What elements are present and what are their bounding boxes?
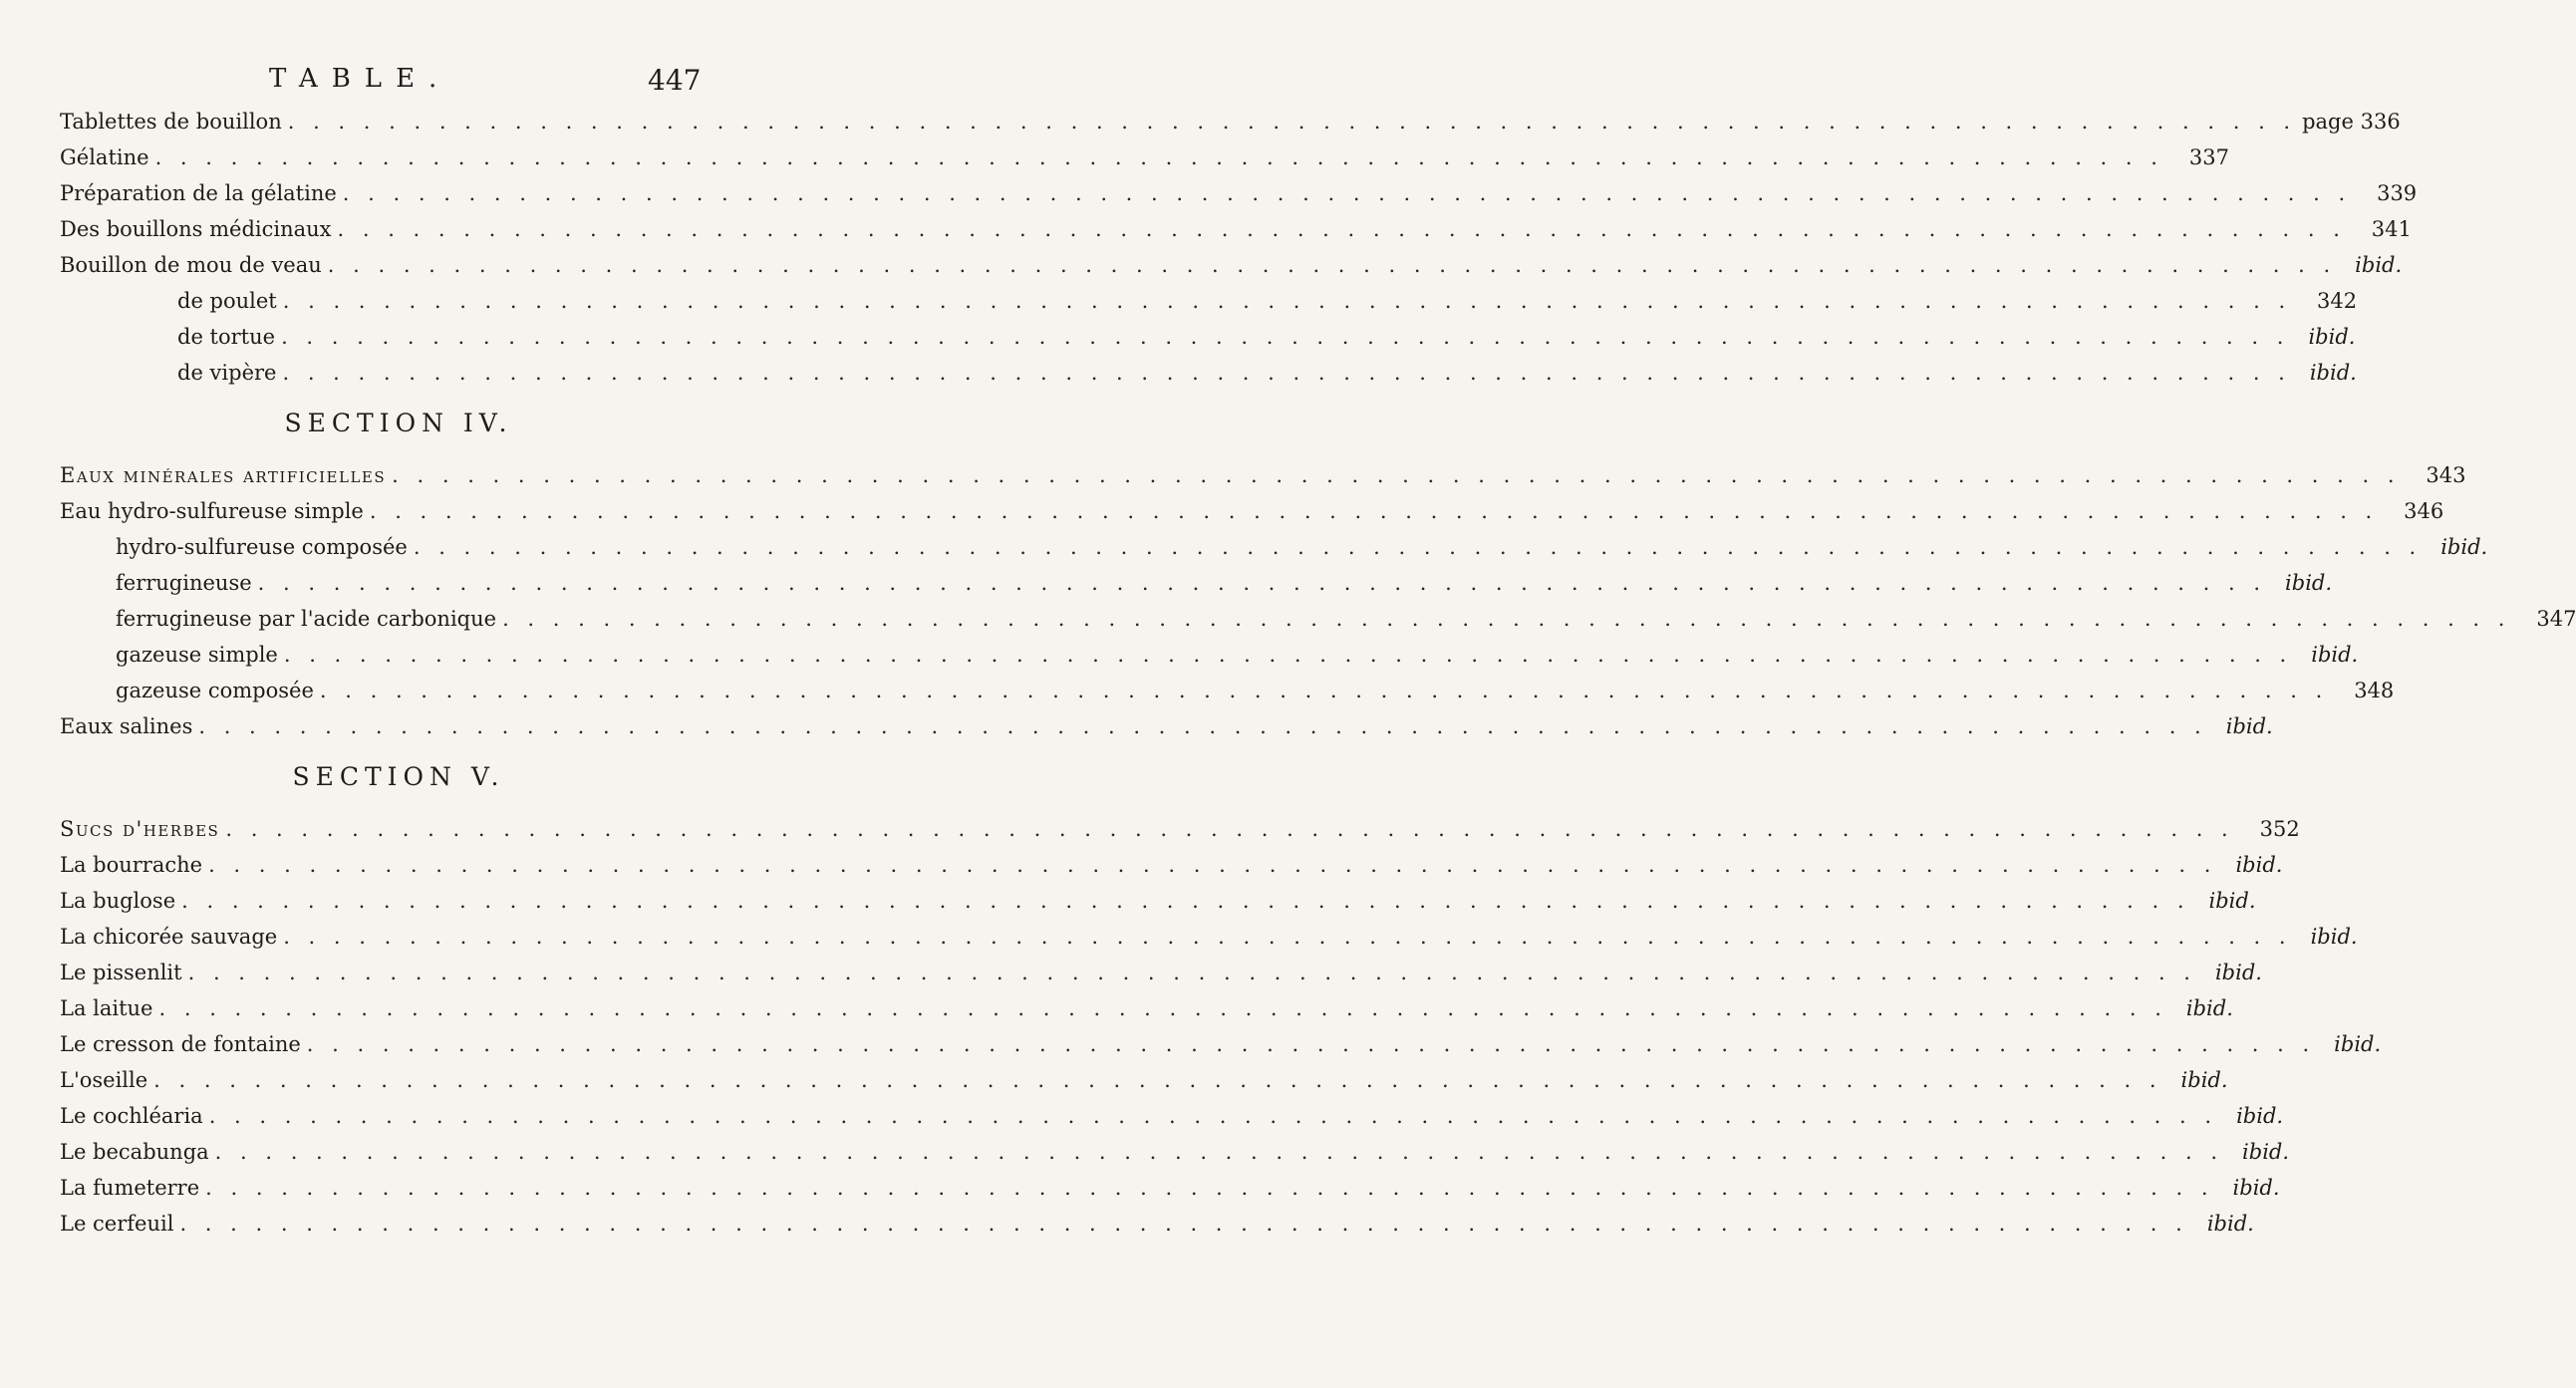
toc-entry — [60, 1212, 2254, 1248]
toc-entry — [60, 499, 2444, 535]
dot-leader: . . . . . . . . . . . . . . . . . . . . . . . . . . . . . . . . . . . . . . . . . . . . . . . . . . . . . . . . . . . . . . . . . . . . . . . . . . . . . . . . — [257, 571, 2267, 595]
toc-entry — [60, 325, 2356, 361]
toc-group-section-iv — [60, 463, 2576, 750]
toc-entry — [60, 996, 2233, 1032]
header-title: TABLE. — [269, 64, 451, 94]
dot-leader: . . . . . . . . . . . . . . . . . . . . . . . . . . . . . . . . . . . . . . . . . . . . . . . . . . . . . . . . . . . . . . . . . . . . . . . . . . . . . . . . — [342, 181, 2352, 205]
toc-entry-label: La chicorée sauvage — [60, 925, 278, 949]
dot-leader: . . . . . . . . . . . . . . . . . . . . . . . . . . . . . . . . . . . . . . . . . . . . . . . . . . . . . . . . . . . . . . . . . . . . . . . . . . . . . . . . — [502, 607, 2511, 631]
dot-leader: . . . . . . . . . . . . . . . . . . . . . . . . . . . . . . . . . . . . . . . . . . . . . . . . . . . . . . . . . . . . . . . . . . . . . . . . . . . . . . . . — [327, 253, 2337, 277]
toc-entry — [60, 145, 2229, 181]
dot-leader: . . . . . . . . . . . . . . . . . . . . . . . . . . . . . . . . . . . . . . . . . . . . . . . . . . . . . . . . . . . . . . . . . . . . . . . . . . . . . . . . — [153, 1068, 2162, 1092]
toc-entry-page-ref: 347 — [2536, 607, 2576, 631]
toc-entry-label: Bouillon de mou de veau — [60, 253, 322, 277]
toc-entry-page-ref: 346 — [2404, 499, 2444, 523]
toc-entry-label: Le becabunga — [60, 1140, 209, 1164]
dot-leader: . . . . . . . . . . . . . . . . . . . . . . . . . . . . . . . . . . . . . . . . . . . . . . . . . . . . . . . . . . . . . . . . . . . . . . . . . . . . . . . . — [306, 1032, 2316, 1056]
toc-entry-label: La fumeterre — [60, 1176, 200, 1200]
toc-entry-page-ref: page 336 — [2302, 110, 2401, 134]
dot-leader: . . . . . . . . . . . . . . . . . . . . . . . . . . . . . . . . . . . . . . . . . . . . . . . . . . . . . . . . . . . . . . . . . . . . . . . . . . . . . . . . — [187, 961, 2196, 984]
toc-entry-page-ref: 339 — [2377, 181, 2418, 205]
dot-leader: . . . . . . . . . . . . . . . . . . . . . . . . . . . . . . . . . . . . . . . . . . . . . . . . . . . . . . . . . . . . . . . . . . . . . . . . . . . . . . . . — [282, 361, 2291, 385]
toc-entry-page-ref: ibid. — [2206, 1212, 2254, 1236]
dot-leader: . . . . . . . . . . . . . . . . . . . . . . . . . . . . . . . . . . . . . . . . . . . . . . . . . . . . . . . . . . . . . . . . . . . . . . . . . . . . . . . . — [392, 463, 2401, 487]
toc-entry — [60, 289, 2358, 325]
toc-entry-label: Le cerfeuil — [60, 1212, 174, 1236]
toc-entry-page-ref: ibid. — [2225, 714, 2273, 738]
toc-entry-label: gazeuse simple — [116, 643, 278, 667]
toc-entry-label: hydro-sulfureuse composée — [116, 535, 408, 559]
toc-entry-label: gazeuse composée — [116, 679, 314, 702]
toc-entry-label: Le cochléaria — [60, 1104, 203, 1128]
section-v-title: SECTION V. — [292, 762, 505, 791]
toc-entry-label: Sucs d'herbes — [60, 817, 220, 841]
toc-entry-label: Le pissenlit — [60, 961, 182, 984]
toc-entry-page-ref: 342 — [2317, 289, 2358, 313]
toc-entry-page-ref: 343 — [2426, 463, 2466, 487]
toc-entry-page-ref: ibid. — [2208, 889, 2256, 913]
toc-group-section-v — [60, 817, 2382, 1248]
toc-entry — [60, 1068, 2228, 1104]
toc-entry-label: Le cresson de fontaine — [60, 1032, 301, 1056]
dot-leader: . . . . . . . . . . . . . . . . . . . . . . . . . . . . . . . . . . . . . . . . . . . . . . . . . . . . . . . . . . . . . . . . . . . . . . . . . . . . . . . . — [214, 1140, 2224, 1164]
toc-entry-label: Gélatine — [60, 145, 149, 169]
toc-entry-label: La laitue — [60, 996, 153, 1020]
toc-entry-page-ref: ibid. — [2236, 1104, 2284, 1128]
dot-leader: . . . . . . . . . . . . . . . . . . . . . . . . . . . . . . . . . . . . . . . . . . . . . . . . . . . . . . . . . . . . . . . . . . . . . . . . . . . . . . . . — [283, 643, 2293, 667]
toc-entry-label: ferrugineuse — [116, 571, 252, 595]
toc-entry-page-ref: ibid. — [2310, 925, 2358, 949]
toc-entry-page-ref: ibid. — [2242, 1140, 2290, 1164]
toc-entry-page-ref: 341 — [2371, 217, 2412, 241]
section-iv-title: SECTION IV. — [284, 409, 513, 437]
page-number: 447 — [648, 64, 702, 97]
dot-leader: . . . . . . . . . . . . . . . . . . . . . . . . . . . . . . . . . . . . . . . . . . . . . . . . . . . . . . . . . . . . . . . . . . . . . . . . . . . . . . . . — [337, 217, 2346, 241]
toc-entry-page-ref: 348 — [2354, 679, 2395, 702]
dot-leader: . . . . . . . . . . . . . . . . . . . . . . . . . . . . . . . . . . . . . . . . . . . . . . . . . . . . . . . . . . . . . . . . . . . . . . . . . . . . . . . . — [282, 289, 2292, 313]
dot-leader: . . . . . . . . . . . . . . . . . . . . . . . . . . . . . . . . . . . . . . . . . . . . . . . . . . . . . . . . . . . . . . . . . . . . . . . . . . . . . . . . — [287, 110, 2297, 134]
toc-entry — [60, 1032, 2382, 1068]
toc-entry-label: La buglose — [60, 889, 176, 913]
toc-entry — [60, 361, 2357, 397]
toc-entry-page-ref: ibid. — [2309, 361, 2357, 385]
running-header — [0, 64, 797, 104]
toc-entry-page-ref: ibid. — [2308, 325, 2356, 349]
toc-entry — [60, 643, 2359, 679]
dot-leader: . . . . . . . . . . . . . . . . . . . . . . . . . . . . . . . . . . . . . . . . . . . . . . . . . . . . . . . . . . . . . . . . . . . . . . . . . . . . . . . . — [158, 996, 2167, 1020]
toc-entry — [60, 253, 2403, 289]
dot-leader: . . . . . . . . . . . . . . . . . . . . . . . . . . . . . . . . . . . . . . . . . . . . . . . . . . . . . . . . . . . . . . . . . . . . . . . . . . . . . . . . — [208, 853, 2217, 877]
toc-entry-page-ref: ibid. — [2285, 571, 2333, 595]
toc-entry-page-ref: ibid. — [2311, 643, 2359, 667]
toc-entry-page-ref: ibid. — [2214, 961, 2262, 984]
toc-entry-label: Préparation de la gélatine — [60, 181, 337, 205]
dot-leader: . . . . . . . . . . . . . . . . . . . . . . . . . . . . . . . . . . . . . . . . . . . . . . . . . . . . . . . . . . . . . . . . . . . . . . . . . . . . . . . . — [225, 817, 2234, 841]
toc-entry-label: Eaux salines — [60, 714, 193, 738]
toc-entry-page-ref: 337 — [2188, 145, 2229, 169]
dot-leader: . . . . . . . . . . . . . . . . . . . . . . . . . . . . . . . . . . . . . . . . . . . . . . . . . . . . . . . . . . . . . . . . . . . . . . . . . . . . . . . . — [283, 925, 2292, 949]
dot-leader: . . . . . . . . . . . . . . . . . . . . . . . . . . . . . . . . . . . . . . . . . . . . . . . . . . . . . . . . . . . . . . . . . . . . . . . . . . . . . . . . — [205, 1176, 2214, 1200]
toc-entry-page-ref: ibid. — [2440, 535, 2488, 559]
toc-entry-label: Tablettes de bouillon — [60, 110, 282, 134]
toc-entry-label: de tortue — [177, 325, 276, 349]
toc-entry-label: Eaux minérales artificielles — [60, 463, 387, 487]
toc-entry — [60, 925, 2358, 961]
dot-leader: . . . . . . . . . . . . . . . . . . . . . . . . . . . . . . . . . . . . . . . . . . . . . . . . . . . . . . . . . . . . . . . . . . . . . . . . . . . . . . . . — [154, 145, 2163, 169]
toc-entry — [60, 1104, 2284, 1140]
toc-entry-label: La bourrache — [60, 853, 203, 877]
toc-entry — [60, 463, 2466, 499]
toc-entry-label: de poulet — [177, 289, 277, 313]
toc-entry-page-ref: ibid. — [2334, 1032, 2382, 1056]
dot-leader: . . . . . . . . . . . . . . . . . . . . . . . . . . . . . . . . . . . . . . . . . . . . . . . . . . . . . . . . . . . . . . . . . . . . . . . . . . . . . . . . — [179, 1212, 2188, 1236]
toc-entry — [60, 714, 2273, 750]
toc-entry-page-ref: ibid. — [2185, 996, 2233, 1020]
toc-entry-label: de vipère — [177, 361, 277, 385]
dot-leader: . . . . . . . . . . . . . . . . . . . . . . . . . . . . . . . . . . . . . . . . . . . . . . . . . . . . . . . . . . . . . . . . . . . . . . . . . . . . . . . . — [208, 1104, 2218, 1128]
dot-leader: . . . . . . . . . . . . . . . . . . . . . . . . . . . . . . . . . . . . . . . . . . . . . . . . . . . . . . . . . . . . . . . . . . . . . . . . . . . . . . . . — [198, 714, 2207, 738]
dot-leader: . . . . . . . . . . . . . . . . . . . . . . . . . . . . . . . . . . . . . . . . . . . . . . . . . . . . . . . . . . . . . . . . . . . . . . . . . . . . . . . . — [413, 535, 2423, 559]
toc-entry — [60, 181, 2418, 217]
toc-entry — [60, 535, 2488, 571]
toc-entry-page-ref: ibid. — [2180, 1068, 2228, 1092]
toc-entry — [60, 1176, 2280, 1212]
dot-leader: . . . . . . . . . . . . . . . . . . . . . . . . . . . . . . . . . . . . . . . . . . . . . . . . . . . . . . . . . . . . . . . . . . . . . . . . . . . . . . . . — [319, 679, 2329, 702]
toc-entry — [60, 679, 2395, 714]
toc-entry-label: L'oseille — [60, 1068, 148, 1092]
toc-entry — [60, 607, 2576, 643]
dot-leader: . . . . . . . . . . . . . . . . . . . . . . . . . . . . . . . . . . . . . . . . . . . . . . . . . . . . . . . . . . . . . . . . . . . . . . . . . . . . . . . . — [369, 499, 2379, 523]
toc-entry — [60, 1140, 2290, 1176]
toc-entry — [60, 961, 2262, 996]
toc-entry — [60, 571, 2333, 607]
toc-entry — [60, 853, 2283, 889]
toc-entry-page-ref: ibid. — [2235, 853, 2283, 877]
dot-leader: . . . . . . . . . . . . . . . . . . . . . . . . . . . . . . . . . . . . . . . . . . . . . . . . . . . . . . . . . . . . . . . . . . . . . . . . . . . . . . . . — [181, 889, 2190, 913]
toc-entry-page-ref: ibid. — [2355, 253, 2403, 277]
toc-entry — [60, 889, 2256, 925]
dot-leader: . . . . . . . . . . . . . . . . . . . . . . . . . . . . . . . . . . . . . . . . . . . . . . . . . . . . . . . . . . . . . . . . . . . . . . . . . . . . . . . . — [281, 325, 2290, 349]
toc-group-preparations — [60, 110, 2418, 397]
toc-entry-page-ref: ibid. — [2232, 1176, 2280, 1200]
toc-entry-label: ferrugineuse par l'acide carbonique — [116, 607, 497, 631]
toc-entry-page-ref: 352 — [2259, 817, 2300, 841]
toc-entry-label: Eau hydro-sulfureuse simple — [60, 499, 364, 523]
toc-entry — [60, 110, 2401, 145]
toc-entry — [60, 817, 2300, 853]
toc-entry-label: Des bouillons médicinaux — [60, 217, 332, 241]
toc-entry — [60, 217, 2412, 253]
